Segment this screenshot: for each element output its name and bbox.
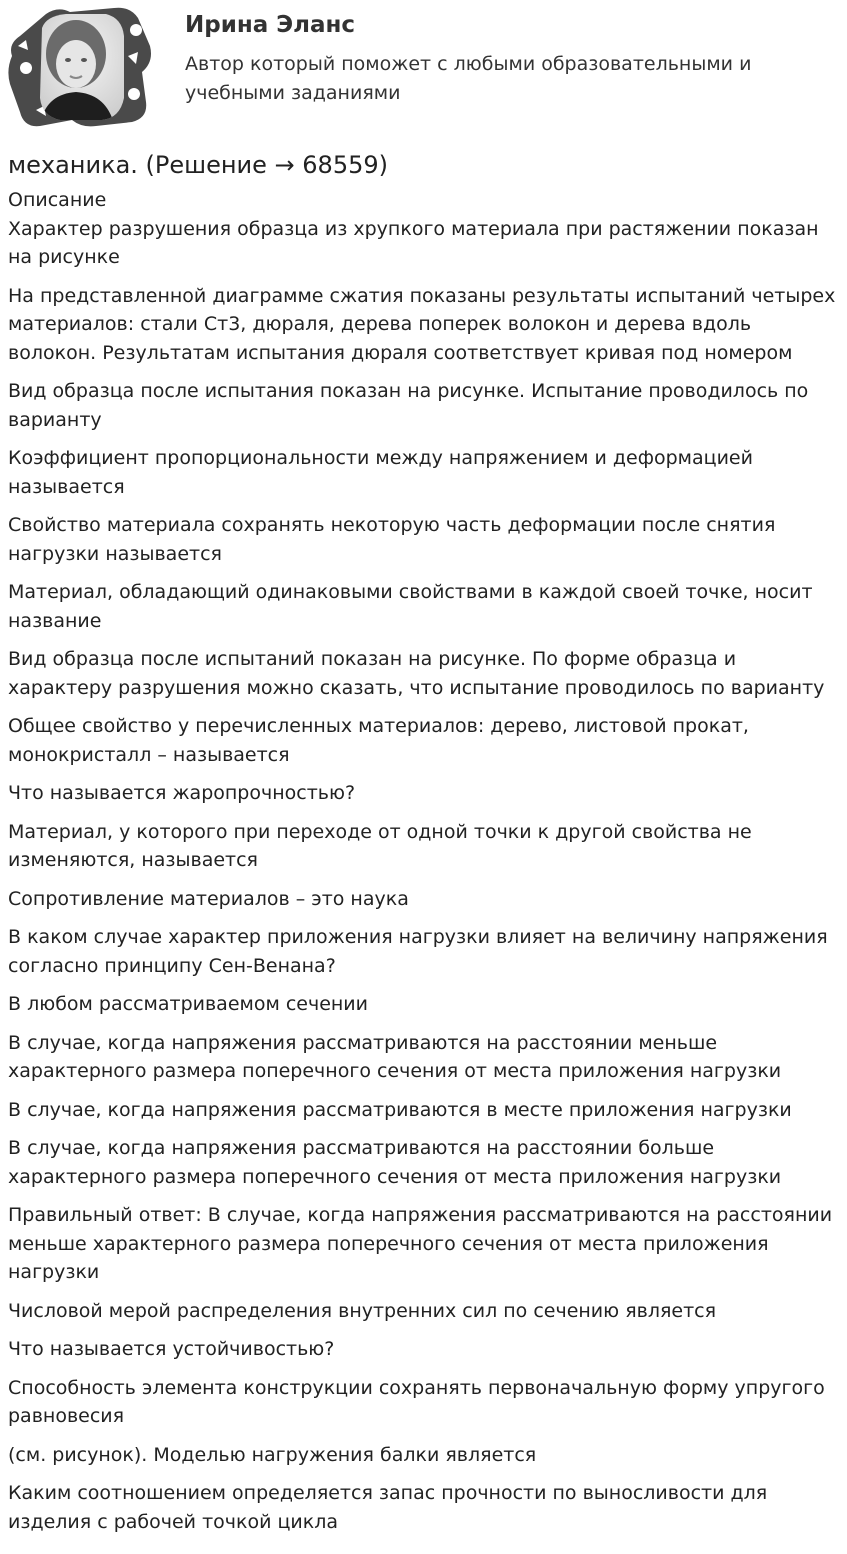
paragraph: Общее свойство у перечисленных материалов: дерево, листовой прокат, монокристалл – называется [8, 715, 749, 766]
paragraph: Коэффициент пропорциональности между напряжением и деформацией называется [8, 447, 753, 498]
paragraph: Числовой мерой распределения внутренних сил по сечению является [8, 1299, 717, 1322]
description-label: Описание [8, 189, 107, 211]
answer-option: В случае, когда напряжения рассматриваются в месте приложения нагрузки [8, 1098, 792, 1121]
paragraph: Материал, у которого при переходе от одной точки к другой свойства не изменяются, называется [8, 820, 752, 871]
author-avatar [6, 6, 152, 128]
paragraph: Свойство материала сохранять некоторую часть деформации после снятия нагрузки называется [8, 514, 776, 565]
paragraph: Что называется устойчивостью? [8, 1338, 335, 1360]
answer-option: В любом рассматриваемом сечении [8, 993, 369, 1015]
paragraph: Что называется жаропрочностью? [8, 782, 356, 804]
paragraph: Характер разрушения образца из хрупкого материала при растяжении показан на рисунке [8, 217, 819, 268]
paragraph: В каком случае характер приложения нагрузки влияет на величину напряжения согласно принципу Сен-Венана? [8, 926, 828, 977]
paragraph: Сопротивление материалов – это наука [8, 887, 409, 910]
paragraph: (см. рисунок). Моделью нагружения балки является [8, 1443, 537, 1466]
answer-option: В случае, когда напряжения рассматриваются на расстоянии больше характерного размера поперечного сечения от места приложения нагрузки [8, 1137, 782, 1188]
paragraph: Вид образца после испытаний показан на рисунке. По форме образца и характеру разрушения можно сказать, что испытание проводилось по варианту [8, 648, 825, 699]
paragraph: Каким соотношением определяется запас прочности по выносливости для изделия с рабочей точкой цикла [8, 1482, 768, 1533]
paragraph: Вид образца после испытания показан на рисунке. Испытание проводилось по варианту [8, 380, 809, 431]
answer-option: В случае, когда напряжения рассматриваются на расстоянии меньше характерного размера поперечного сечения от места приложения нагрузки [8, 1031, 782, 1082]
paragraph: Способность элемента конструкции сохранять первоначальную форму упругого равновесия [8, 1376, 825, 1427]
correct-answer: Правильный ответ: В случае, когда напряжения рассматриваются на расстоянии меньше характерного размера поперечного сечения от места приложения нагрузки [8, 1204, 833, 1283]
author-description: Автор который поможет с любыми образовательными и учебными заданиями [185, 53, 752, 104]
content-body [8, 186, 840, 1536]
author-header [0, 0, 847, 140]
paragraph: Материал, обладающий одинаковыми свойствами в каждой своей точке, носит название [8, 581, 813, 632]
page-title: механика. (Решение → 68559) [8, 151, 388, 179]
paragraph: На представленной диаграмме сжатия показаны результаты испытаний четырех материалов: стали Ст3, дюраля, дерева поперек волокон и дерева вдоль волокон. Результатам испытания дюраля соответствует кривая под номером [8, 284, 836, 364]
author-name: Ирина Эланс [185, 12, 356, 38]
